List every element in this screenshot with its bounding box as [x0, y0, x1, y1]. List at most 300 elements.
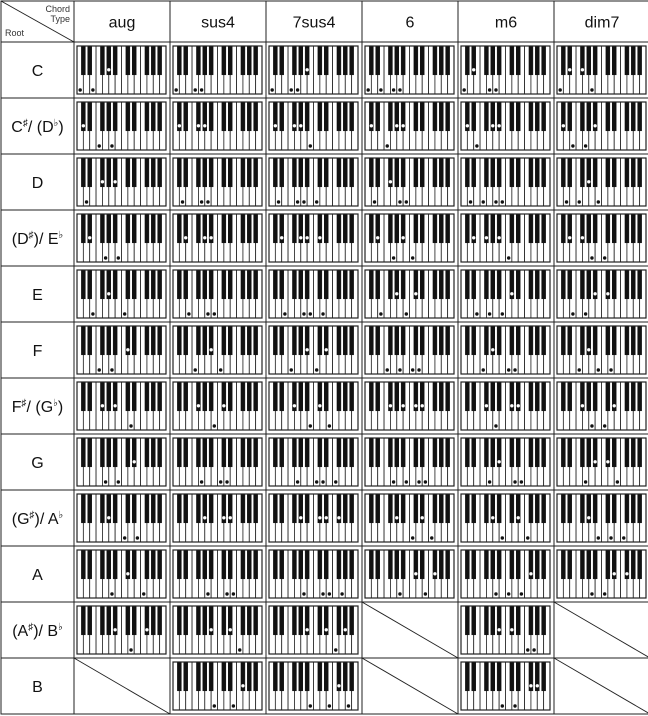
chord-note-dot — [238, 648, 241, 651]
black-key — [414, 494, 418, 523]
black-key — [414, 158, 418, 187]
chord-note-dot — [184, 236, 187, 239]
chord-note-dot — [241, 684, 244, 687]
black-key — [529, 102, 533, 131]
black-key — [280, 46, 284, 75]
black-key — [184, 270, 188, 299]
black-key — [299, 606, 303, 635]
chord-note-dot — [558, 88, 561, 91]
black-key — [446, 382, 450, 411]
black-key — [126, 158, 130, 187]
black-key — [254, 46, 258, 75]
black-key — [491, 382, 495, 411]
chord-note-dot — [302, 592, 305, 595]
chord-note-dot — [497, 460, 500, 463]
chord-note-dot — [104, 256, 107, 259]
chord-note-dot — [203, 124, 206, 127]
black-key — [292, 46, 296, 75]
black-key — [158, 438, 162, 467]
corner-label-root: Root — [5, 28, 25, 38]
chord-note-dot — [334, 648, 337, 651]
chord-note-dot — [104, 480, 107, 483]
root-label: B — [32, 679, 43, 696]
black-key — [305, 102, 309, 131]
chord-note-dot — [501, 536, 504, 539]
chord-note-dot — [305, 348, 308, 351]
black-key — [100, 438, 104, 467]
keyboard-diagram — [557, 550, 646, 598]
chord-note-dot — [126, 572, 129, 575]
black-key — [472, 494, 476, 523]
chord-note-dot — [417, 480, 420, 483]
chord-note-dot — [488, 88, 491, 91]
keyboard-diagram — [461, 214, 550, 262]
black-key — [196, 158, 200, 187]
black-key — [228, 662, 232, 691]
chord-note-dot — [206, 200, 209, 203]
black-key — [529, 438, 533, 467]
black-key — [196, 606, 200, 635]
chord-note-dot — [411, 256, 414, 259]
chord-note-dot — [482, 368, 485, 371]
black-key — [343, 102, 347, 131]
black-key — [535, 46, 539, 75]
keyboard-diagram — [557, 46, 646, 94]
keyboard-diagram — [557, 382, 646, 430]
chord-note-dot — [347, 704, 350, 707]
black-key — [542, 662, 546, 691]
black-key — [433, 382, 437, 411]
black-key — [388, 102, 392, 131]
black-key — [196, 326, 200, 355]
chord-note-dot — [395, 516, 398, 519]
black-key — [254, 606, 258, 635]
black-key — [292, 158, 296, 187]
black-key — [209, 270, 213, 299]
chord-note-dot — [609, 536, 612, 539]
chord-note-dot — [565, 200, 568, 203]
black-key — [158, 606, 162, 635]
black-key — [465, 46, 469, 75]
black-key — [145, 550, 149, 579]
corner-label-chord-type: Type — [50, 14, 70, 24]
keyboard-diagram — [557, 326, 646, 374]
black-key — [446, 326, 450, 355]
chord-note-dot — [337, 516, 340, 519]
chord-note-dot — [411, 368, 414, 371]
black-key — [491, 158, 495, 187]
black-key — [484, 662, 488, 691]
black-key — [350, 382, 354, 411]
black-key — [484, 46, 488, 75]
black-key — [88, 438, 92, 467]
chord-note-dot — [578, 368, 581, 371]
black-key — [132, 158, 136, 187]
chord-note-dot — [123, 536, 126, 539]
black-key — [88, 494, 92, 523]
chord-note-dot — [203, 236, 206, 239]
chord-note-dot — [501, 312, 504, 315]
black-key — [631, 550, 635, 579]
chord-note-dot — [305, 628, 308, 631]
black-key — [529, 214, 533, 243]
black-key — [510, 46, 514, 75]
chord-note-dot — [603, 424, 606, 427]
chord-type-header: sus4 — [201, 14, 235, 32]
black-key — [324, 46, 328, 75]
black-key — [126, 270, 130, 299]
chord-note-dot — [206, 592, 209, 595]
chord-note-dot — [571, 312, 574, 315]
black-key — [145, 214, 149, 243]
black-key — [535, 494, 539, 523]
chord-note-dot — [472, 236, 475, 239]
black-key — [247, 214, 251, 243]
chord-note-dot — [113, 180, 116, 183]
chord-note-dot — [344, 628, 347, 631]
black-key — [446, 46, 450, 75]
black-key — [273, 326, 277, 355]
black-key — [376, 102, 380, 131]
black-key — [420, 550, 424, 579]
black-key — [446, 494, 450, 523]
black-key — [376, 326, 380, 355]
black-key — [631, 494, 635, 523]
black-key — [401, 270, 405, 299]
chord-note-dot — [581, 236, 584, 239]
black-key — [299, 46, 303, 75]
black-key — [497, 382, 501, 411]
black-key — [247, 606, 251, 635]
black-key — [107, 382, 111, 411]
black-key — [113, 270, 117, 299]
black-key — [145, 158, 149, 187]
chord-type-header: 7sus4 — [292, 14, 336, 32]
keyboard-diagram — [461, 438, 550, 486]
black-key — [88, 102, 92, 131]
keyboard-diagram — [461, 46, 550, 94]
keyboard-diagram — [365, 494, 454, 542]
black-key — [158, 550, 162, 579]
keyboard-diagram — [77, 214, 166, 262]
chord-note-dot — [113, 404, 116, 407]
black-key — [158, 270, 162, 299]
black-key — [241, 494, 245, 523]
root-label: (A♯)/ B♭ — [12, 622, 63, 640]
black-key — [446, 550, 450, 579]
keyboard-diagram — [557, 270, 646, 318]
black-key — [158, 46, 162, 75]
black-key — [132, 102, 136, 131]
black-key — [177, 214, 181, 243]
black-key — [273, 606, 277, 635]
black-key — [350, 662, 354, 691]
chord-note-dot — [232, 592, 235, 595]
black-key — [222, 662, 226, 691]
chord-note-dot — [398, 200, 401, 203]
black-key — [612, 438, 616, 467]
black-key — [292, 662, 296, 691]
root-label: G — [31, 455, 44, 472]
black-key — [280, 550, 284, 579]
chord-note-dot — [302, 200, 305, 203]
chord-note-dot — [129, 648, 132, 651]
black-key — [81, 606, 85, 635]
black-key — [612, 494, 616, 523]
black-key — [369, 438, 373, 467]
chord-note-dot — [462, 88, 465, 91]
black-key — [529, 158, 533, 187]
black-key — [203, 438, 207, 467]
black-key — [184, 662, 188, 691]
black-key — [414, 326, 418, 355]
black-key — [631, 214, 635, 243]
black-key — [561, 438, 565, 467]
black-key — [529, 326, 533, 355]
chord-note-dot — [309, 312, 312, 315]
chord-note-dot — [219, 480, 222, 483]
black-key — [247, 550, 251, 579]
black-key — [606, 46, 610, 75]
chord-note-dot — [174, 88, 177, 91]
black-key — [88, 270, 92, 299]
keyboard-diagram — [269, 102, 358, 150]
chord-note-dot — [494, 88, 497, 91]
black-key — [612, 102, 616, 131]
black-key — [516, 158, 520, 187]
black-key — [593, 326, 597, 355]
black-key — [88, 382, 92, 411]
black-key — [177, 438, 181, 467]
black-key — [465, 158, 469, 187]
chord-note-dot — [290, 88, 293, 91]
black-key — [100, 550, 104, 579]
black-key — [491, 438, 495, 467]
black-key — [203, 606, 207, 635]
black-key — [638, 326, 642, 355]
black-key — [343, 662, 347, 691]
chord-note-dot — [225, 480, 228, 483]
black-key — [151, 382, 155, 411]
black-key — [491, 550, 495, 579]
black-key — [395, 46, 399, 75]
black-key — [350, 438, 354, 467]
black-key — [254, 382, 258, 411]
black-key — [273, 270, 277, 299]
black-key — [561, 550, 565, 579]
black-key — [132, 382, 136, 411]
chord-type-header: m6 — [494, 14, 518, 32]
black-key — [568, 550, 572, 579]
black-key — [241, 214, 245, 243]
keyboard-diagram — [365, 214, 454, 262]
chord-note-dot — [328, 424, 331, 427]
black-key — [337, 270, 341, 299]
black-key — [542, 326, 546, 355]
black-key — [158, 214, 162, 243]
chord-note-dot — [590, 256, 593, 259]
keyboard-diagram — [461, 550, 550, 598]
chord-note-dot — [197, 124, 200, 127]
black-key — [254, 494, 258, 523]
chord-note-dot — [328, 704, 331, 707]
keyboard-diagram — [77, 102, 166, 150]
chord-note-dot — [392, 88, 395, 91]
chord-note-dot — [98, 368, 101, 371]
chord-note-dot — [293, 404, 296, 407]
black-key — [568, 158, 572, 187]
black-key — [184, 606, 188, 635]
black-key — [324, 270, 328, 299]
black-key — [305, 382, 309, 411]
black-key — [228, 270, 232, 299]
keyboard-diagram — [173, 382, 262, 430]
black-key — [529, 606, 533, 635]
chord-note-dot — [401, 124, 404, 127]
black-key — [280, 494, 284, 523]
black-key — [247, 102, 251, 131]
black-key — [638, 270, 642, 299]
chord-note-dot — [181, 200, 184, 203]
chord-note-dot — [501, 200, 504, 203]
black-key — [343, 158, 347, 187]
black-key — [510, 494, 514, 523]
black-key — [420, 270, 424, 299]
keyboard-diagram — [77, 494, 166, 542]
keyboard-diagram — [557, 438, 646, 486]
black-key — [542, 158, 546, 187]
black-key — [631, 46, 635, 75]
black-key — [516, 102, 520, 131]
chord-note-dot — [209, 236, 212, 239]
black-key — [196, 46, 200, 75]
black-key — [247, 46, 251, 75]
black-key — [568, 382, 572, 411]
chord-note-dot — [107, 68, 110, 71]
black-key — [209, 438, 213, 467]
black-key — [299, 550, 303, 579]
black-key — [81, 214, 85, 243]
black-key — [638, 438, 642, 467]
black-key — [241, 606, 245, 635]
black-key — [158, 494, 162, 523]
black-key — [273, 662, 277, 691]
chord-note-dot — [472, 68, 475, 71]
black-key — [100, 214, 104, 243]
black-key — [631, 102, 635, 131]
black-key — [177, 662, 181, 691]
chord-note-dot — [133, 460, 136, 463]
keyboard-diagram — [173, 662, 262, 710]
chord-note-dot — [110, 144, 113, 147]
black-key — [113, 102, 117, 131]
black-key — [580, 494, 584, 523]
chord-note-dot — [513, 368, 516, 371]
chord-note-dot — [497, 236, 500, 239]
black-key — [273, 494, 277, 523]
black-key — [132, 46, 136, 75]
chord-note-dot — [334, 480, 337, 483]
chord-note-dot — [625, 572, 628, 575]
black-key — [510, 438, 514, 467]
chord-note-dot — [507, 368, 510, 371]
chord-note-dot — [603, 592, 606, 595]
chord-note-dot — [597, 368, 600, 371]
chord-note-dot — [568, 68, 571, 71]
black-key — [491, 214, 495, 243]
black-key — [209, 382, 213, 411]
chord-note-dot — [194, 88, 197, 91]
black-key — [132, 606, 136, 635]
black-key — [177, 46, 181, 75]
black-key — [593, 158, 597, 187]
black-key — [625, 102, 629, 131]
black-key — [369, 494, 373, 523]
black-key — [350, 326, 354, 355]
black-key — [100, 326, 104, 355]
keyboard-diagram — [557, 158, 646, 206]
black-key — [228, 382, 232, 411]
black-key — [222, 438, 226, 467]
chord-note-dot — [590, 424, 593, 427]
chord-note-dot — [587, 180, 590, 183]
black-key — [369, 382, 373, 411]
black-key — [465, 438, 469, 467]
chord-note-dot — [213, 704, 216, 707]
black-key — [343, 270, 347, 299]
black-key — [318, 270, 322, 299]
keyboard-diagram — [461, 382, 550, 430]
black-key — [587, 270, 591, 299]
black-key — [337, 606, 341, 635]
black-key — [414, 46, 418, 75]
black-key — [337, 102, 341, 131]
black-key — [81, 438, 85, 467]
black-key — [292, 270, 296, 299]
black-key — [292, 606, 296, 635]
chord-note-dot — [299, 124, 302, 127]
black-key — [241, 46, 245, 75]
keyboard-diagram — [269, 438, 358, 486]
chord-note-dot — [513, 480, 516, 483]
black-key — [625, 270, 629, 299]
chord-note-dot — [386, 144, 389, 147]
chord-note-dot — [491, 516, 494, 519]
black-key — [299, 158, 303, 187]
black-key — [593, 550, 597, 579]
black-key — [472, 270, 476, 299]
black-key — [203, 270, 207, 299]
chord-note-dot — [606, 460, 609, 463]
chord-note-dot — [421, 516, 424, 519]
black-key — [280, 606, 284, 635]
black-key — [209, 46, 213, 75]
chord-note-dot — [482, 200, 485, 203]
black-key — [472, 326, 476, 355]
black-key — [606, 326, 610, 355]
black-key — [292, 326, 296, 355]
chord-note-dot — [520, 592, 523, 595]
chord-note-dot — [110, 368, 113, 371]
black-key — [395, 214, 399, 243]
black-key — [465, 270, 469, 299]
chord-note-dot — [222, 404, 225, 407]
black-key — [107, 550, 111, 579]
black-key — [203, 662, 207, 691]
chord-note-dot — [117, 480, 120, 483]
chord-note-dot — [296, 88, 299, 91]
chord-note-dot — [91, 88, 94, 91]
